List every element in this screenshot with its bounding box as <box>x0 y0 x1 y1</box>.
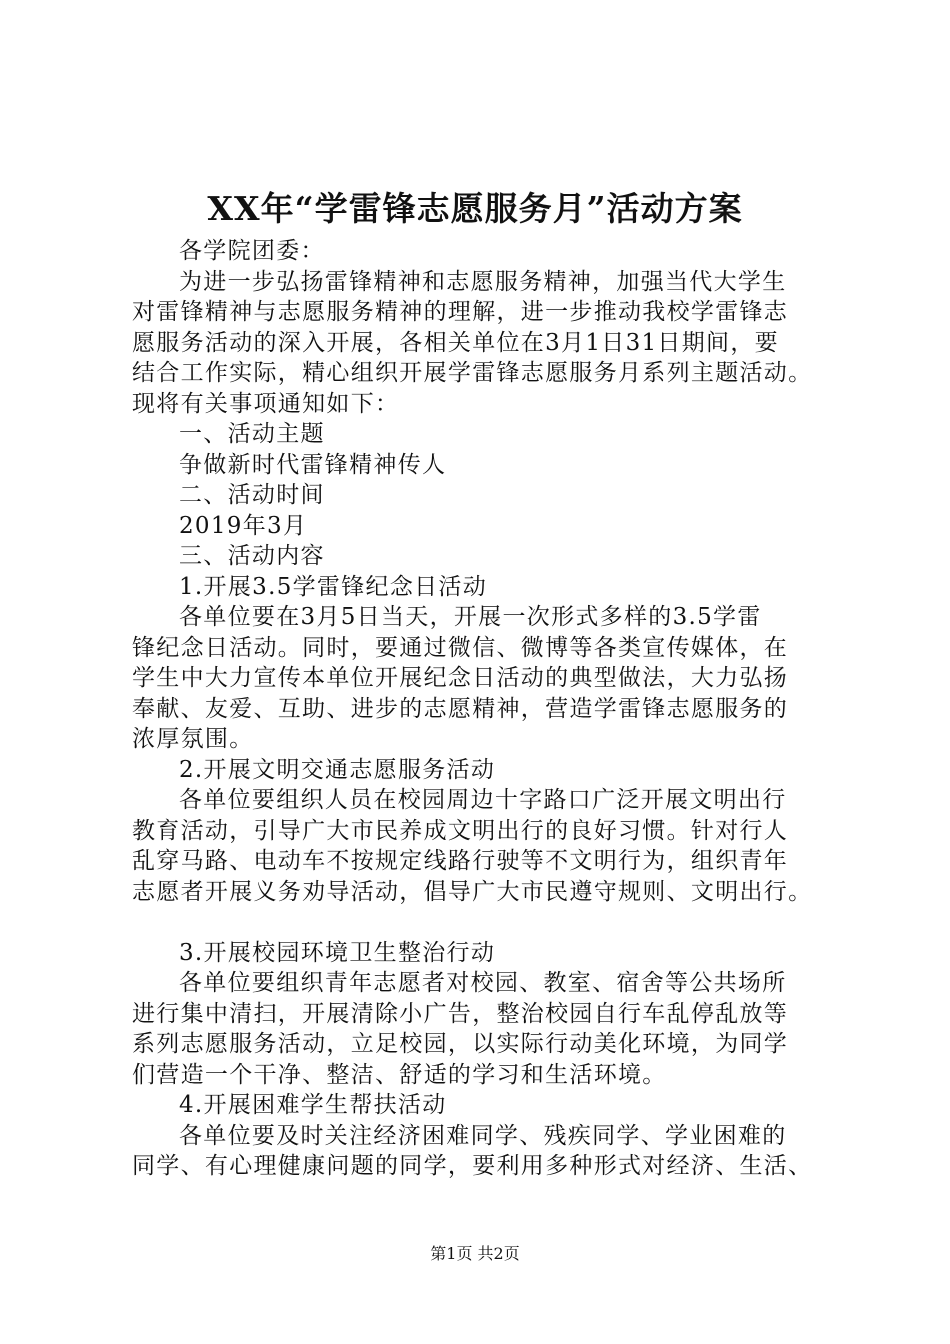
intro-paragraph-line: 现将有关事项通知如下： <box>132 390 400 417</box>
item-1-paragraph-line: 各单位要在3月5日当天，开展一次形式多样的3.5学雷 <box>179 604 762 630</box>
document-title: XX年“学雷锋志愿服务月”活动方案 <box>207 189 743 228</box>
item-2-paragraph-line: 教育活动，引导广大市民养成文明出行的良好习惯。针对行人 <box>132 817 789 844</box>
item-2-paragraph-line: 乱穿马路、电动车不按规定线路行驶等不文明行为，组织青年 <box>132 848 789 874</box>
intro-paragraph-line: 为进一步弘扬雷锋精神和志愿服务精神，加强当代大学生 <box>179 268 787 295</box>
item-heading-4: 4.开展困难学生帮扶活动 <box>179 1092 447 1118</box>
intro-paragraph-line: 愿服务活动的深入开展，各相关单位在3月1日31日期间，要 <box>132 329 779 356</box>
item-heading-1: 1.开展3.5学雷锋纪念日活动 <box>179 573 488 600</box>
item-3-paragraph-line: 系列志愿服务活动，立足校园，以实际行动美化环境，为同学 <box>132 1031 789 1057</box>
section-heading-content: 三、活动内容 <box>179 543 325 569</box>
item-3-paragraph-line: 们营造一个干净、整洁、舒适的学习和生活环境。 <box>132 1061 667 1088</box>
theme-text: 争做新时代雷锋精神传人 <box>179 451 447 478</box>
intro-paragraph-line: 对雷锋精神与志愿服务精神的理解，进一步推动我校学雷锋志 <box>132 299 789 325</box>
item-1-paragraph-line: 浓厚氛围。 <box>132 726 254 752</box>
item-2-paragraph-line: 志愿者开展义务劝导活动，倡导广大市民遵守规则、文明出行。 <box>132 878 813 905</box>
item-3-paragraph-line: 各单位要组织青年志愿者对校园、教室、宿舍等公共场所 <box>179 970 787 996</box>
document-body <box>132 236 852 1182</box>
item-4-paragraph-line: 各单位要及时关注经济困难同学、残疾同学、学业困难的 <box>179 1122 787 1149</box>
section-heading-time: 二、活动时间 <box>179 482 325 508</box>
item-4-paragraph-line: 同学、有心理健康问题的同学，要利用多种形式对经济、生活、 <box>132 1153 813 1179</box>
item-1-paragraph-line: 学生中大力宣传本单位开展纪念日活动的典型做法，大力弘扬 <box>132 665 789 691</box>
blank-line <box>132 907 852 938</box>
item-1-paragraph-line: 奉献、友爱、互助、进步的志愿精神，营造学雷锋志愿服务的 <box>132 695 789 722</box>
item-1-paragraph-line: 锋纪念日活动。同时，要通过微信、微博等各类宣传媒体，在 <box>132 634 789 661</box>
item-2-paragraph-line: 各单位要组织人员在校园周边十字路口广泛开展文明出行 <box>179 787 787 813</box>
page-number-footer: 第1页 共2页 <box>430 1244 520 1263</box>
time-text: 2019年3月 <box>179 512 308 539</box>
intro-paragraph-line: 结合工作实际，精心组织开展学雷锋志愿服务月系列主题活动。 <box>132 360 813 386</box>
item-3-paragraph-line: 进行集中清扫，开展清除小广告，整治校园自行车乱停乱放等 <box>132 1000 789 1027</box>
item-heading-3: 3.开展校园环境卫生整治行动 <box>179 939 496 966</box>
section-heading-theme: 一、活动主题 <box>179 421 325 447</box>
salutation-line: 各学院团委： <box>179 238 325 264</box>
item-heading-2: 2.开展文明交通志愿服务活动 <box>179 756 496 783</box>
